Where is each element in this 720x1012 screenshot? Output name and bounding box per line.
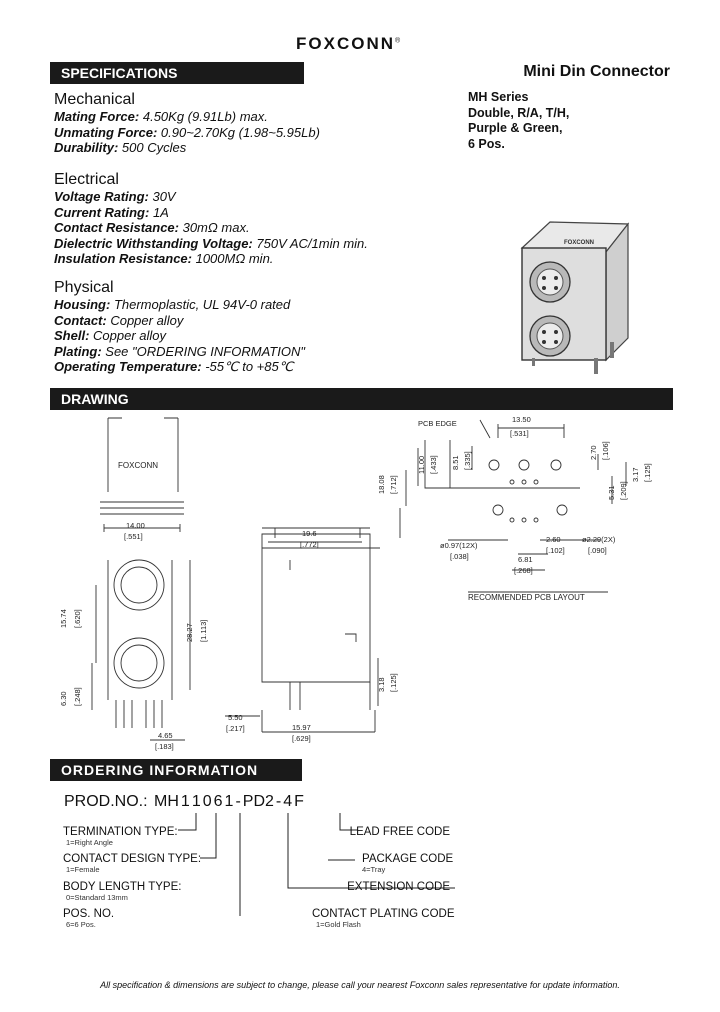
spec-row <box>54 125 320 141</box>
ordering-sub: 4=Tray <box>362 865 386 874</box>
spec-row <box>54 236 368 252</box>
dim-label: 11.00 <box>417 455 426 474</box>
spec-value: Copper alloy <box>89 328 167 343</box>
ordering-label: EXTENSION CODE <box>347 881 450 893</box>
spec-value: 1A <box>149 204 169 220</box>
dim-label: [.620] <box>73 609 82 628</box>
spec-row <box>54 297 305 313</box>
dim-label: [.268] <box>514 566 533 575</box>
dim-label: [.125] <box>643 463 652 482</box>
part-code-char: MH <box>154 793 179 810</box>
spec-value: See "ORDERING INFORMATION" <box>101 343 305 359</box>
ordering-extension <box>347 881 450 893</box>
footer-disclaimer: All specification & dimensions are subject to change, please call your nearest Foxconn sales representative for update information. <box>100 980 620 990</box>
series-line: Double, R/A, T/H, <box>468 105 570 120</box>
spec-label: Plating: <box>54 343 102 359</box>
spec-label: Voltage Rating: <box>54 189 149 204</box>
spec-label: Shell: <box>54 328 90 343</box>
spec-label: Operating Temperature: <box>54 359 202 374</box>
ordering-label: LEAD FREE CODE <box>349 826 450 838</box>
photo-logo: FOXCONN <box>564 240 594 246</box>
part-code-char: F <box>294 793 304 810</box>
ordering-label: CONTACT DESIGN TYPE: <box>63 853 202 865</box>
dim-label: 8.51 <box>451 455 460 470</box>
part-code-char: 0 <box>202 793 212 810</box>
ordering-lead-free <box>350 826 450 838</box>
ordering-sub: 1=Gold Flash <box>316 920 361 929</box>
dim-label: PCB EDGE <box>418 419 457 428</box>
spec-label: Mating Force: <box>54 109 140 124</box>
spec-label: Contact: <box>54 312 107 328</box>
dim-label: [.531] <box>510 429 529 438</box>
dim-label: ø2.29(2X) <box>582 535 616 544</box>
spec-row <box>54 328 305 344</box>
dim-label: [.106] <box>601 441 610 460</box>
ordering-label: PACKAGE CODE <box>362 853 454 865</box>
ordering-label: POS. NO. <box>63 908 115 920</box>
ordering-sub: 1=Female <box>66 865 100 874</box>
part-code-char: - <box>235 793 241 810</box>
spec-label: Unmating Force: <box>54 124 158 140</box>
dim-label: [.629] <box>292 734 311 743</box>
spec-value: 1000MΩ min. <box>191 251 274 266</box>
spec-label: Current Rating: <box>54 204 150 220</box>
technical-drawing <box>0 410 720 755</box>
part-code-char: 1 <box>224 793 234 810</box>
spec-row <box>54 220 368 236</box>
ordering-label: BODY LENGTH TYPE: <box>63 881 182 893</box>
series-line: MH Series <box>468 90 529 104</box>
spec-value: Copper alloy <box>106 312 184 328</box>
dim-label: [.038] <box>450 552 469 561</box>
dim-label: [.217] <box>226 724 245 733</box>
dim-label: [.102] <box>546 546 565 555</box>
dim-label: 13.50 <box>512 415 531 424</box>
ordering-pos-no <box>63 908 114 929</box>
drawing-brand: FOXCONN <box>118 461 158 470</box>
spec-value: Thermoplastic, UL 94V-0 rated <box>110 297 291 312</box>
part-code-char: - <box>275 793 282 810</box>
dim-label: [.335] <box>463 451 472 470</box>
spec-row <box>54 205 368 221</box>
spec-row <box>54 140 320 156</box>
dim-label: [.125] <box>389 673 398 692</box>
dim-label: [.090] <box>588 546 607 555</box>
dim-label: [.772] <box>300 540 319 549</box>
spec-row <box>54 109 320 125</box>
ordering-sub: 0=Standard 13mm <box>66 893 128 902</box>
section-ordering: ORDERING INFORMATION <box>50 759 302 781</box>
spec-value: 500 Cycles <box>118 140 187 155</box>
dim-label: [.209] <box>619 481 628 500</box>
series-line: 6 Pos. <box>468 136 505 151</box>
ordering-sub: 6=6 Pos. <box>66 920 96 929</box>
pcb-layout-caption: RECOMMENDED PCB LAYOUT <box>468 593 585 602</box>
part-code-char: 4 <box>283 793 293 810</box>
section-specifications: SPECIFICATIONS <box>50 62 304 84</box>
part-number-label: PROD.NO.: <box>64 793 148 810</box>
dim-label: 19.6 <box>302 529 317 538</box>
spec-row <box>54 313 305 329</box>
spec-label: Insulation Resistance: <box>54 251 192 266</box>
ordering-label: TERMINATION TYPE: <box>63 826 178 838</box>
electrical-heading: Electrical <box>54 171 119 188</box>
dim-label: 3.17 <box>631 467 640 482</box>
product-series <box>468 90 569 152</box>
ordering-termination <box>63 826 178 847</box>
dim-label: [.183] <box>155 742 174 751</box>
physical-heading: Physical <box>54 279 114 296</box>
ordering-contact-design <box>63 853 201 874</box>
dim-label: 18.08 <box>377 475 386 494</box>
spec-row <box>54 189 368 205</box>
part-code-char: 1 <box>191 793 201 810</box>
connector-photo <box>510 210 640 380</box>
dim-label: ø0.97(12X) <box>440 541 478 550</box>
ordering-sub: 1=Right Angle <box>66 838 113 847</box>
dim-label: [1.113] <box>199 619 208 642</box>
dim-label: 6.30 <box>59 691 68 706</box>
dim-label: 2.70 <box>589 445 598 460</box>
dim-label: 15.97 <box>292 723 311 732</box>
spec-value: 750V AC/1min min. <box>252 235 368 251</box>
brand-logo <box>296 34 400 54</box>
dim-label: 14.00 <box>126 521 145 530</box>
spec-label: Durability: <box>54 140 119 155</box>
ordering-package <box>362 853 453 874</box>
part-code-char: 1 <box>180 793 190 810</box>
dim-label: 6.81 <box>518 555 533 564</box>
dim-label: 5.31 <box>607 485 616 500</box>
spec-value: 30V <box>148 189 176 204</box>
spec-value: 4.50Kg (9.91Lb) max. <box>139 109 268 124</box>
spec-value: 0.90~2.70Kg (1.98~5.95Lb) <box>157 124 320 140</box>
section-drawing: DRAWING <box>50 388 673 410</box>
dim-label: [.248] <box>73 687 82 706</box>
dim-label: [.433] <box>429 455 438 474</box>
product-title: Mini Din Connector <box>523 63 670 80</box>
spec-row <box>54 344 305 360</box>
mechanical-heading: Mechanical <box>54 91 135 108</box>
spec-value: -55℃ to +85℃ <box>201 359 294 374</box>
spec-value: 30mΩ max. <box>178 220 250 235</box>
dim-label: [.712] <box>389 475 398 494</box>
dim-label: 5.50 <box>228 713 243 722</box>
spec-label: Contact Resistance: <box>54 220 179 235</box>
ordering-body-length <box>63 881 181 902</box>
dim-label: 4.65 <box>158 731 173 740</box>
physical-block <box>54 279 305 375</box>
mechanical-block <box>54 91 320 156</box>
ordering-label: CONTACT PLATING CODE <box>312 908 455 920</box>
dim-label: 3.18 <box>377 677 386 692</box>
spec-label: Housing: <box>54 297 111 312</box>
dim-label: 2.60 <box>546 535 561 544</box>
electrical-block <box>54 171 368 267</box>
spec-row <box>54 251 368 267</box>
part-code-char: 6 <box>213 793 223 810</box>
ordering-contact-plating <box>312 908 455 929</box>
dim-label: 28.27 <box>185 623 194 642</box>
brand-name: FOXCONN <box>296 34 395 53</box>
spec-label: Dielectric Withstanding Voltage: <box>54 235 253 251</box>
dim-label: [.551] <box>124 532 143 541</box>
registered-mark: ® <box>395 37 401 45</box>
dim-label: 15.74 <box>59 609 68 628</box>
part-code-char: PD2 <box>242 793 274 810</box>
series-line: Purple & Green, <box>468 121 563 135</box>
spec-row <box>54 359 305 375</box>
